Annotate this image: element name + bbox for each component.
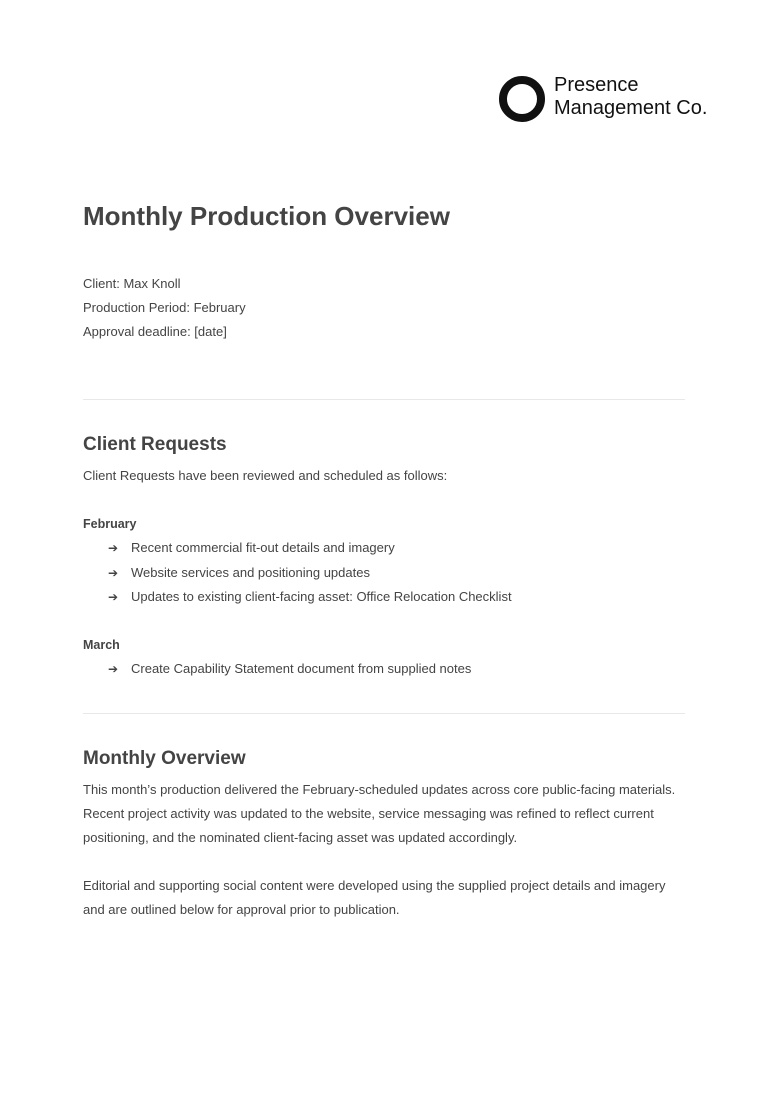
- month-label: February: [83, 517, 137, 531]
- list-item-text: Recent commercial fit-out details and imagery: [131, 540, 395, 555]
- list-item: [83, 585, 703, 610]
- arrow-right-icon: ➔: [108, 565, 119, 580]
- list-item: [83, 561, 703, 586]
- arrow-right-icon: ➔: [108, 590, 119, 604]
- client-requests-heading: Client Requests: [83, 434, 227, 455]
- arrow-right-icon: ➔: [108, 662, 119, 676]
- list-item-text: Updates to existing client-facing asset: Office Relocation Checklist: [131, 589, 512, 604]
- list-item: [83, 536, 703, 561]
- request-group-february: [83, 512, 703, 610]
- request-group-march: [83, 633, 703, 682]
- page-title: Monthly Production Overview: [83, 201, 450, 231]
- list-item-text: Create Capability Statement document from supplied notes: [131, 661, 472, 676]
- overview-paragraph-2: Editorial and supporting social content were developed using the supplied project details and imagery and are outlined below for approval prior to publication.: [83, 878, 666, 917]
- request-list: [83, 536, 703, 610]
- divider: [83, 713, 685, 714]
- overview-paragraph-1: This month’s production delivered the February-scheduled updates across core public-facing materials. Recent project activity was updated to the website, service messaging was refined to reflect current positioning, and the nominated client-facing asset was updated accordingly.: [83, 782, 676, 845]
- divider: [83, 399, 685, 400]
- client-requests-intro: Client Requests have been reviewed and scheduled as follows:: [83, 468, 448, 483]
- client-line: Client: Max Knoll: [83, 276, 181, 291]
- list-item-text: Website services and positioning updates: [131, 564, 370, 580]
- request-list: [83, 657, 703, 682]
- company-logo-text: [554, 74, 707, 120]
- production-period-line: Production Period: February: [83, 300, 246, 315]
- document-meta: [83, 272, 246, 344]
- logo-line-1: Presence: [554, 74, 639, 96]
- approval-deadline-line: Approval deadline: [date]: [83, 324, 227, 339]
- logo-line-2: Management Co.: [554, 97, 708, 119]
- logo-ring-icon: [499, 76, 545, 122]
- month-label: March: [83, 638, 120, 652]
- monthly-overview-heading: Monthly Overview: [83, 748, 246, 769]
- list-item: [83, 657, 703, 682]
- arrow-right-icon: ➔: [108, 541, 119, 555]
